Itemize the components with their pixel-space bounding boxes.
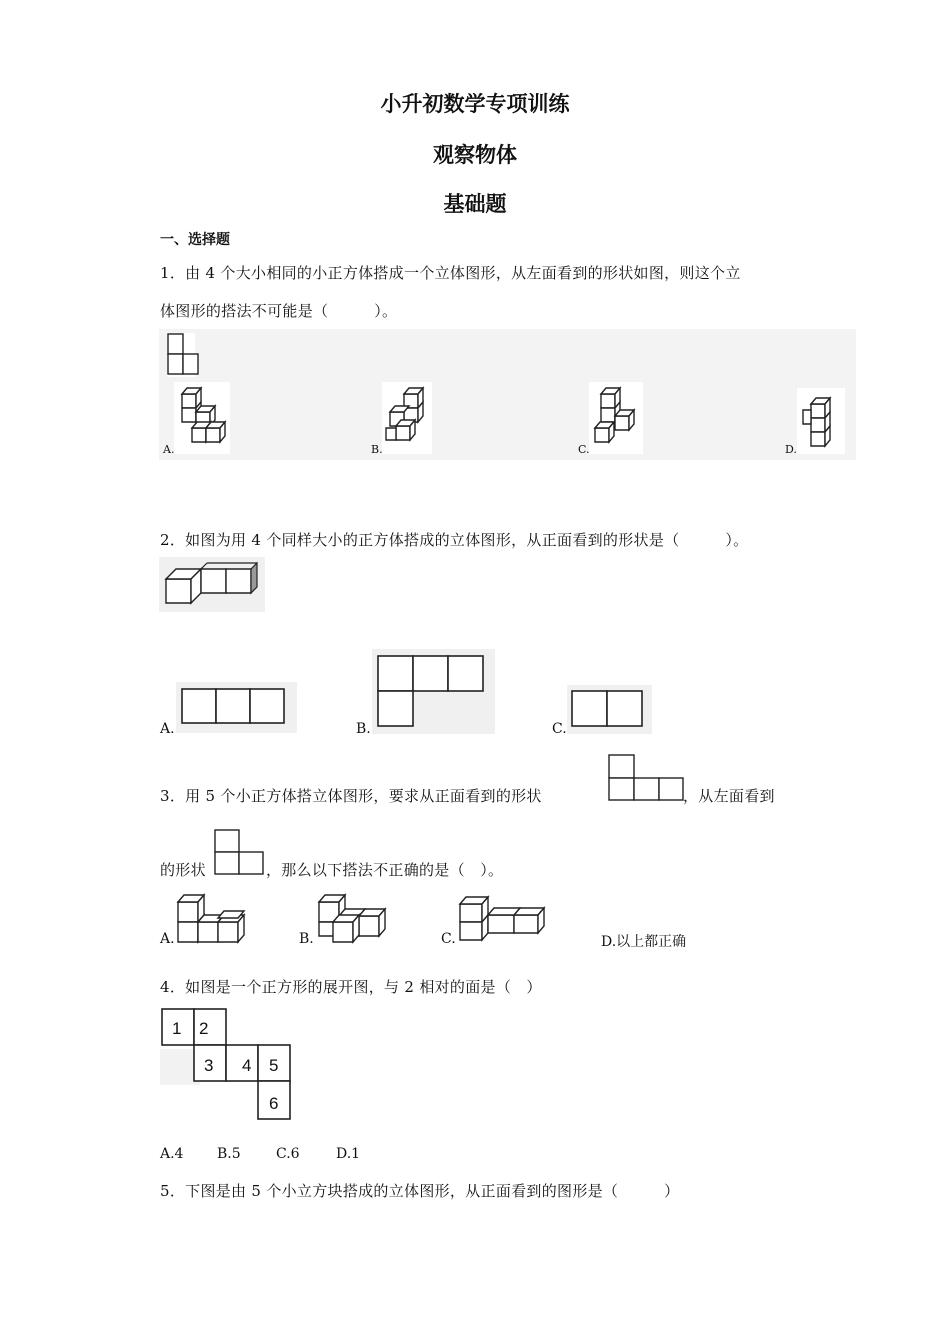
q2-option-c-label[interactable]: C. — [552, 721, 567, 737]
q1-figure-panel — [159, 329, 856, 460]
q1-option-c-label[interactable]: C. — [578, 443, 590, 456]
q1-text-line1: 1．由 4 个大小相同的小正方体搭成一个立体图形，从左面看到的形状如图，则这个立 — [160, 264, 741, 282]
q4-text: 4．如图是一个正方形的展开图，与 2 相对的面是（ ） — [160, 978, 542, 996]
q3-option-a-label[interactable]: A. — [160, 931, 175, 947]
q3-text-line1-end: ，从左面看到 — [683, 787, 775, 805]
q2-option-c-figure — [567, 685, 653, 735]
net-face-6: 6 — [269, 1094, 279, 1113]
q2-option-a-figure — [176, 682, 298, 734]
q3-option-d[interactable]: D.以上都正确 — [601, 934, 687, 950]
q3-text-line2-start: 的形状 — [160, 861, 206, 879]
q3-option-b-label[interactable]: B. — [299, 931, 314, 947]
section-heading: 一、选择题 — [160, 232, 230, 248]
q3-left-view-figure — [213, 828, 267, 876]
q1-option-b-label[interactable]: B. — [371, 443, 383, 456]
q1-option-a-label[interactable]: A. — [163, 443, 175, 456]
q3-option-c-label[interactable]: C. — [441, 931, 456, 947]
q2-option-a-label[interactable]: A. — [160, 721, 175, 737]
q4-answer-c[interactable]: C.6 — [276, 1146, 300, 1162]
net-face-4: 4 — [242, 1056, 252, 1075]
q5-text: 5．下图是由 5 个小立方块搭成的立体图形，从正面看到的图形是（ ） — [160, 1182, 680, 1200]
q3-option-b-figure — [315, 888, 395, 946]
q3-front-view-figure — [607, 753, 685, 803]
q4-answer-d[interactable]: D.1 — [336, 1146, 361, 1162]
q2-option-b-label[interactable]: B. — [356, 721, 371, 737]
net-face-1: 1 — [172, 1019, 182, 1038]
q1-option-b-figure — [382, 382, 432, 456]
level-title: 基础题 — [443, 192, 507, 216]
q4-answer-b[interactable]: B.5 — [217, 1146, 241, 1162]
q1-option-d-label[interactable]: D. — [785, 443, 797, 456]
topic-title: 观察物体 — [433, 143, 517, 167]
document-title: 小升初数学专项训练 — [380, 92, 570, 116]
q1-option-d-figure — [797, 388, 845, 456]
q1-option-a-figure — [174, 382, 230, 456]
q2-text: 2．如图为用 4 个同样大小的正方体搭成的立体图形，从正面看到的形状是（ ）。 — [160, 531, 749, 549]
q3-option-a-figure — [174, 888, 254, 946]
q1-text-line2: 体图形的搭法不可能是（ ）。 — [160, 302, 398, 320]
q3-option-c-figure — [456, 892, 548, 946]
net-face-2: 2 — [199, 1019, 209, 1038]
net-face-5: 5 — [269, 1056, 279, 1075]
q1-option-c-figure — [589, 382, 643, 456]
q3-text-line1-start: 3．用 5 个小正方体搭立体图形，要求从正面看到的形状 — [160, 787, 542, 805]
q4-cube-net — [160, 1007, 295, 1123]
q2-solid-figure — [159, 557, 265, 613]
net-face-3: 3 — [204, 1056, 214, 1075]
q1-left-view-figure — [165, 332, 205, 380]
q2-option-b-figure — [372, 649, 496, 735]
q4-answer-a[interactable]: A.4 — [160, 1146, 184, 1162]
q3-text-line2-end: ，那么以下搭法不正确的是（ ）。 — [266, 861, 504, 879]
